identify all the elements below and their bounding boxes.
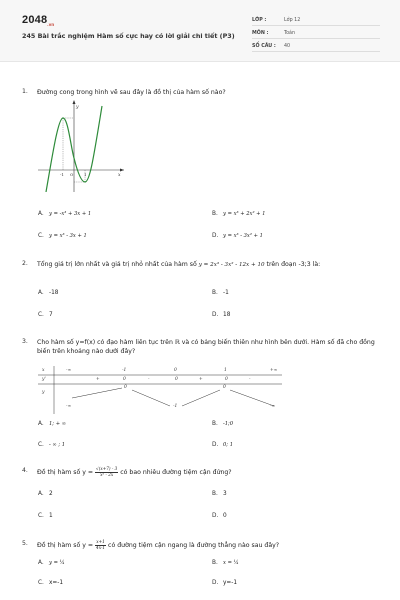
q1-option-a[interactable]: [38, 211, 91, 217]
option-text: y = x³ + 2x² + 1: [223, 211, 266, 217]
option-text: 1; + ∞: [49, 421, 67, 427]
y-axis-arrow-icon: [73, 100, 76, 104]
option-letter: A.: [38, 560, 44, 566]
meta-subject-label: MÔN :: [252, 31, 269, 36]
fraction-denominator: x² - 2x: [100, 471, 114, 477]
option-letter: A.: [38, 421, 44, 427]
meta-subject-value: Toán: [284, 31, 296, 36]
option-text: y = x³ - 3x² + 1: [223, 233, 263, 239]
question-text-part: Đồ thị hàm số y =: [37, 542, 96, 550]
table-sign: -: [249, 377, 251, 382]
option-text: 2: [49, 491, 53, 497]
meta-count-label: SỐ CÂU :: [252, 44, 276, 49]
question-number: 4.: [22, 467, 28, 474]
table-sign: 0: [175, 377, 178, 382]
option-letter: C.: [38, 513, 44, 519]
option-text: x=-1: [49, 580, 64, 586]
option-text: y = ¼: [49, 560, 65, 566]
question-text: Đường cong trong hình vẽ sau đây là đồ thị của hàm số nào?: [37, 89, 226, 96]
variation-table-lines: [38, 366, 282, 414]
q3-option-c[interactable]: [38, 442, 65, 448]
question-number: 5.: [22, 540, 28, 547]
q2-option-b[interactable]: [212, 290, 229, 296]
question-text-part: có đường tiệm cận ngang là đường thẳng nào sau đây?: [106, 542, 280, 550]
option-letter: D.: [212, 233, 219, 239]
table-yprime-label: y': [42, 377, 46, 382]
fraction-denominator: 4x-1: [96, 544, 106, 550]
q5-option-b[interactable]: [212, 560, 239, 566]
logo-text: 2048: [22, 14, 48, 26]
q1-option-b[interactable]: [212, 211, 265, 217]
meta-count-value: 40: [284, 44, 291, 49]
option-text: y=-1: [223, 580, 238, 586]
q4-option-d[interactable]: [212, 513, 227, 519]
table-y-value: -1: [173, 404, 178, 409]
q5-option-d[interactable]: [212, 580, 237, 586]
question-text: [37, 260, 387, 270]
meta-class: [252, 15, 380, 26]
table-y-value: 0: [223, 385, 226, 390]
decrease-arrow-icon: [132, 390, 170, 406]
option-text: 1: [49, 513, 53, 519]
option-letter: B.: [212, 491, 218, 497]
decrease-arrow-icon: [230, 390, 274, 406]
table-y-value: -∞: [270, 404, 276, 409]
q3-option-a[interactable]: [38, 421, 66, 427]
table-sign: +: [96, 377, 100, 382]
question-number: 2.: [22, 260, 28, 267]
table-x-value: 1: [224, 368, 227, 373]
option-text: 7: [49, 312, 53, 318]
question-fraction: [95, 467, 118, 477]
table-y-value: -∞: [66, 404, 72, 409]
option-letter: D.: [212, 312, 219, 318]
origin-label: O: [70, 172, 74, 177]
question-text: Cho hàm số y=f(x) có đạo hàm liên tục trên ℝ và có bảng biến thiên như hình bên dưới. Hàm số đã cho đồng biến trên khoảng nào dưới đây?: [37, 339, 375, 355]
option-text: -18: [49, 290, 59, 296]
x-axis-arrow-icon: [120, 169, 124, 172]
option-text: -1: [223, 290, 229, 296]
option-letter: D.: [212, 513, 219, 519]
q3-option-d[interactable]: [212, 442, 233, 448]
x-axis-label: x: [118, 173, 121, 178]
q2-option-c[interactable]: [38, 312, 53, 318]
tick-label-1: 1: [84, 172, 87, 177]
table-y-label: y: [42, 390, 45, 395]
meta-subject: [252, 28, 380, 39]
q5-option-c[interactable]: [38, 580, 63, 586]
fraction-numerator: x+1: [96, 539, 105, 544]
option-text: y = -x³ + 3x + 1: [49, 211, 92, 217]
q1-option-d[interactable]: [212, 233, 263, 239]
increase-arrow-icon: [72, 388, 122, 398]
variation-table: [38, 366, 282, 414]
option-letter: D.: [212, 580, 219, 586]
table-x-value: -1: [122, 368, 127, 373]
option-text: x = ¼: [223, 560, 239, 566]
question-text: [37, 467, 387, 477]
fraction-numerator: √(x+7) - 3: [96, 466, 118, 471]
question-formula: y = 2x³ - 3x² - 12x + 10: [198, 262, 265, 268]
table-sign: 0: [225, 377, 228, 382]
table-sign: +: [199, 377, 203, 382]
option-letter: A.: [38, 290, 44, 296]
option-letter: D.: [212, 442, 219, 448]
option-letter: B.: [212, 560, 218, 566]
q2-option-d[interactable]: [212, 312, 230, 318]
q1-option-c[interactable]: [38, 233, 87, 239]
document-title: 245 Bài trắc nghiệm Hàm số cực hay có lời giải chi tiết (P3): [22, 32, 235, 40]
site-logo[interactable]: [22, 14, 54, 27]
option-text: -1;0: [223, 421, 234, 427]
tick-label-neg1: -1: [60, 172, 64, 177]
logo-suffix: .vn: [47, 22, 55, 28]
q4-option-b[interactable]: [212, 491, 227, 497]
option-letter: C.: [38, 442, 44, 448]
option-letter: C.: [38, 580, 44, 586]
meta-class-label: LỚP :: [252, 18, 267, 23]
option-letter: C.: [38, 233, 44, 239]
question-text-part: trên đoạn -3;3 là:: [264, 261, 321, 268]
question-number: 3.: [22, 338, 28, 345]
table-x-value: -∞: [66, 368, 72, 373]
table-x-label: x: [42, 368, 45, 373]
question-text: [37, 540, 387, 550]
option-text: 3: [223, 491, 227, 497]
q2-option-a[interactable]: [38, 290, 58, 296]
q3-option-b[interactable]: [212, 421, 233, 427]
q4-option-c[interactable]: [38, 513, 53, 519]
option-text: - ∞ ; 1: [49, 442, 66, 448]
option-text: 0: [223, 513, 227, 519]
option-letter: B.: [212, 421, 218, 427]
meta-class-value: Lớp 12: [284, 18, 301, 23]
option-letter: A.: [38, 491, 44, 497]
table-x-value: +∞: [270, 368, 278, 373]
option-letter: B.: [212, 290, 218, 296]
page-header: [0, 0, 400, 62]
question-text-part: có bao nhiêu đường tiệm cận đứng?: [118, 469, 232, 477]
question-fraction: [95, 540, 106, 550]
option-letter: A.: [38, 211, 44, 217]
y-axis-label: y: [76, 105, 79, 110]
option-text: y = x³ - 3x + 1: [49, 233, 87, 239]
question-text-part: Đồ thị hàm số y =: [37, 469, 96, 477]
table-x-value: 0: [174, 368, 177, 373]
option-text: 18: [223, 312, 231, 318]
increase-arrow-icon: [182, 390, 220, 406]
table-sign: 0: [123, 377, 126, 382]
option-letter: C.: [38, 312, 44, 318]
option-text: 0; 1: [223, 442, 233, 448]
table-y-value: 0: [124, 385, 127, 390]
table-sign: -: [148, 377, 150, 382]
function-graph: [38, 100, 124, 192]
q5-option-a[interactable]: [38, 560, 65, 566]
question-text-part: Tổng giá trị lớn nhất và giá trị nhỏ nhất của hàm số: [37, 261, 199, 268]
option-letter: B.: [212, 211, 218, 217]
question-number: 1.: [22, 88, 28, 95]
meta-count: [252, 41, 380, 52]
q4-option-a[interactable]: [38, 491, 53, 497]
